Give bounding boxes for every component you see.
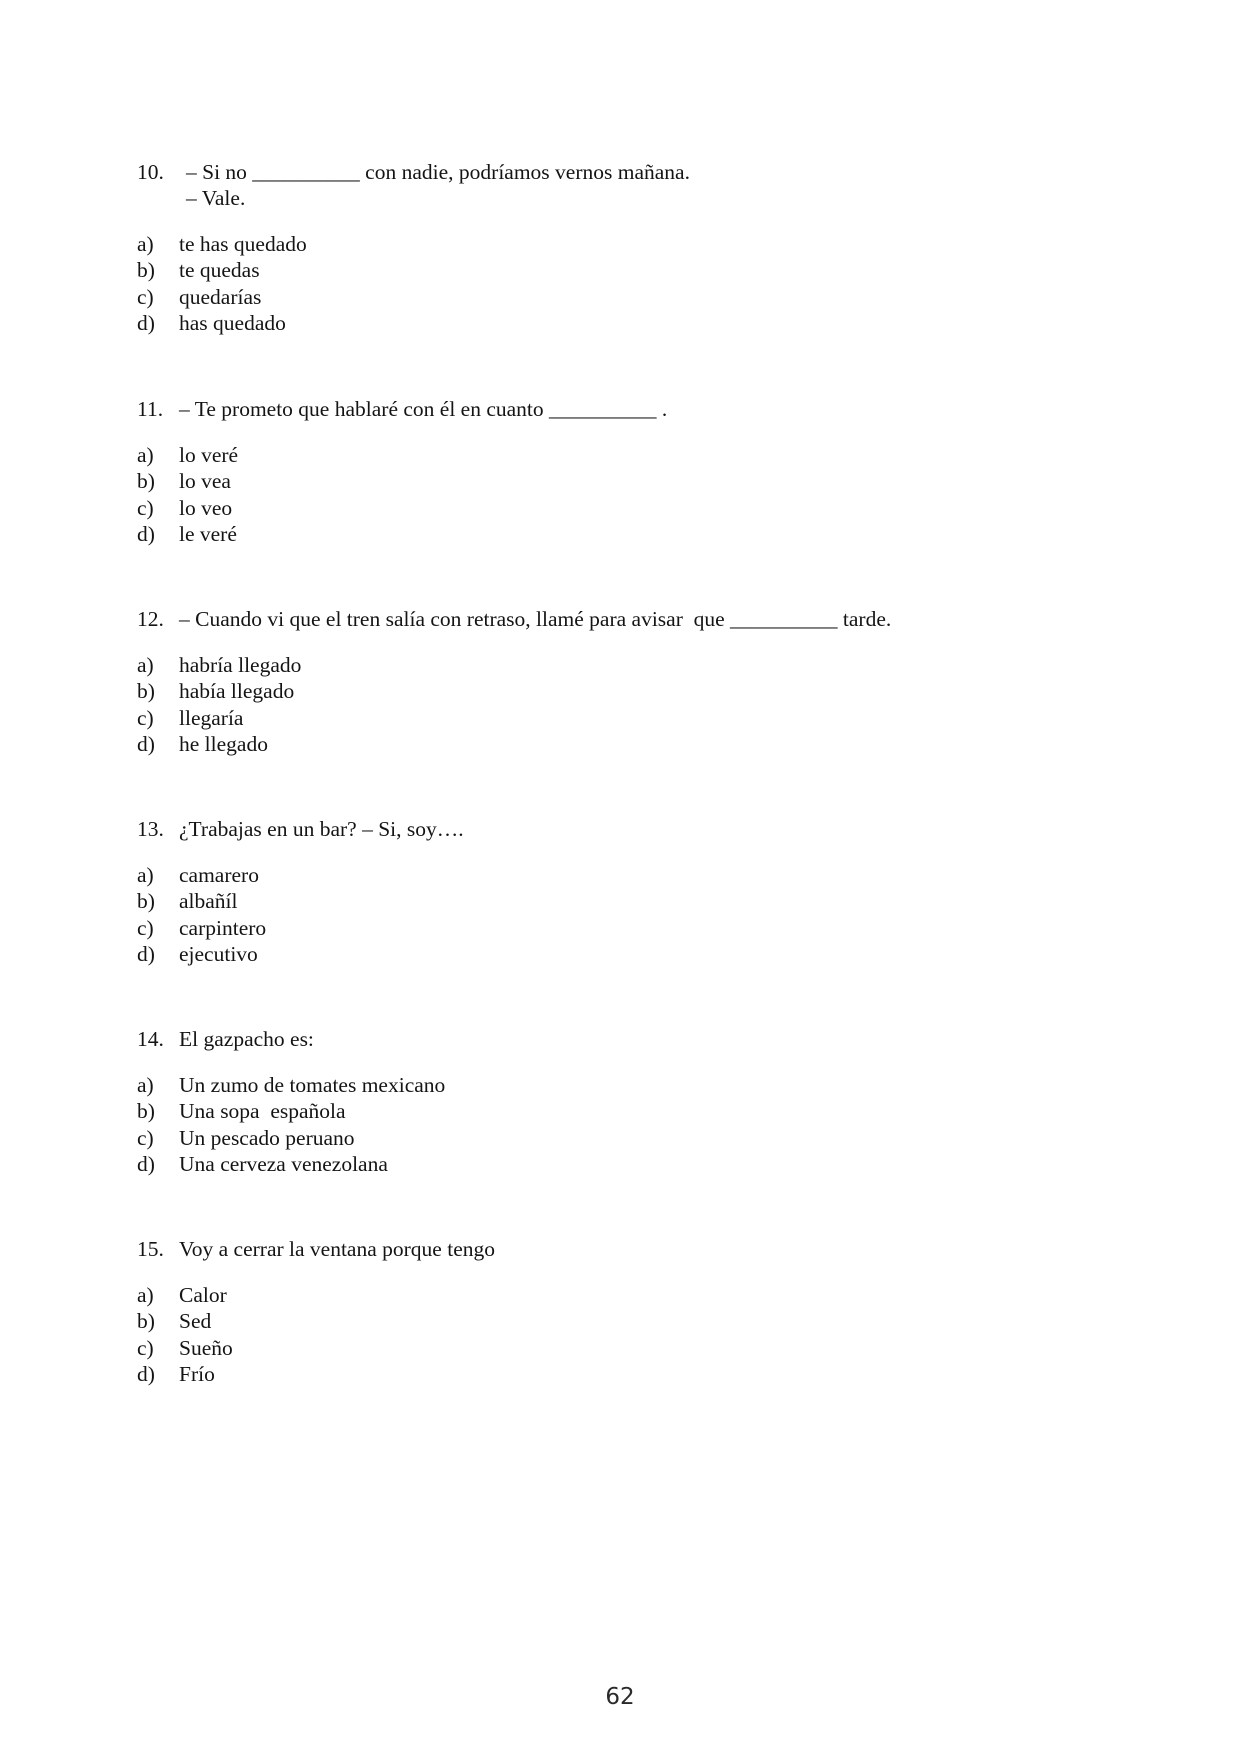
answer-options xyxy=(137,862,1137,968)
question-number: 10. xyxy=(137,160,164,184)
option-b xyxy=(137,1098,1137,1124)
option-letter: d) xyxy=(137,1152,155,1177)
option-letter: c) xyxy=(137,1125,154,1150)
question-number: 13. xyxy=(137,817,164,841)
option-text: Un pescado peruano xyxy=(179,1125,355,1150)
option-letter: d) xyxy=(137,1362,155,1387)
option-b xyxy=(137,468,1137,494)
option-letter: b) xyxy=(137,1309,155,1334)
option-b xyxy=(137,888,1137,914)
option-letter: b) xyxy=(137,889,155,914)
question-number: 12. xyxy=(137,607,164,631)
option-a xyxy=(137,862,1137,888)
option-b xyxy=(137,1308,1137,1334)
answer-options xyxy=(137,1282,1137,1388)
option-letter: b) xyxy=(137,258,155,283)
option-letter: d) xyxy=(137,942,155,967)
option-letter: c) xyxy=(137,495,154,520)
option-c xyxy=(137,495,1137,521)
option-d xyxy=(137,1361,1137,1387)
question-stem xyxy=(137,159,1137,185)
option-text: había llegado xyxy=(179,679,295,704)
answer-options xyxy=(137,231,1137,337)
option-letter: c) xyxy=(137,1335,154,1360)
question-stem xyxy=(137,606,1137,632)
option-text: he llegado xyxy=(179,732,268,757)
answer-options xyxy=(137,442,1137,548)
option-letter: c) xyxy=(137,284,154,309)
option-d xyxy=(137,731,1137,757)
question-text: – Si no __________ con nadie, podríamos vernos mañana. xyxy=(186,160,690,184)
question-number: 15. xyxy=(137,1237,164,1261)
question-stem-continuation xyxy=(137,185,1137,211)
option-text: te has quedado xyxy=(179,232,307,256)
option-text: Calor xyxy=(179,1283,227,1307)
option-b xyxy=(137,678,1137,704)
question-15 xyxy=(137,1236,1137,1388)
option-letter: b) xyxy=(137,1099,155,1124)
option-letter: a) xyxy=(137,443,154,467)
option-text: lo veré xyxy=(179,443,239,467)
question-text: – Te prometo que hablaré con él en cuanto __________ . xyxy=(179,397,668,421)
option-a xyxy=(137,1282,1137,1308)
option-letter: c) xyxy=(137,705,154,730)
question-text: – Cuando vi que el tren salía con retraso, llamé para avisar que __________ tarde. xyxy=(179,607,892,631)
option-text: carpintero xyxy=(179,915,267,940)
option-d xyxy=(137,1151,1137,1177)
question-text: El gazpacho es: xyxy=(179,1027,314,1051)
question-10 xyxy=(137,159,1137,337)
option-text: le veré xyxy=(179,522,237,547)
option-a xyxy=(137,652,1137,678)
option-text: ejecutivo xyxy=(179,942,258,967)
option-text: has quedado xyxy=(179,311,286,336)
option-c xyxy=(137,1125,1137,1151)
question-stem xyxy=(137,816,1137,842)
option-text: Sed xyxy=(179,1309,212,1334)
option-letter: a) xyxy=(137,863,154,887)
question-stem xyxy=(137,1236,1137,1262)
option-text: Un zumo de tomates mexicano xyxy=(179,1073,446,1097)
question-text: ¿Trabajas en un bar? – Si, soy…. xyxy=(179,817,464,841)
option-text: albañíl xyxy=(179,889,238,914)
option-letter: d) xyxy=(137,522,155,547)
answer-options xyxy=(137,1072,1137,1178)
option-text: lo vea xyxy=(179,469,231,494)
question-text: – Vale. xyxy=(186,186,246,210)
option-letter: a) xyxy=(137,1283,154,1307)
option-a xyxy=(137,442,1137,468)
question-stem xyxy=(137,396,1137,422)
question-number: 11. xyxy=(137,397,164,421)
option-c xyxy=(137,284,1137,310)
option-text: Una sopa española xyxy=(179,1099,346,1124)
option-letter: d) xyxy=(137,732,155,757)
option-text: te quedas xyxy=(179,258,260,283)
option-a xyxy=(137,231,1137,257)
question-number: 14. xyxy=(137,1027,164,1051)
option-text: llegaría xyxy=(179,705,244,730)
option-letter: d) xyxy=(137,311,155,336)
answer-options xyxy=(137,652,1137,758)
option-c xyxy=(137,705,1137,731)
option-letter: a) xyxy=(137,232,154,256)
option-c xyxy=(137,915,1137,941)
option-text: quedarías xyxy=(179,284,262,309)
option-d xyxy=(137,310,1137,336)
question-13 xyxy=(137,816,1137,968)
option-letter: b) xyxy=(137,469,155,494)
question-11 xyxy=(137,396,1137,548)
option-letter: a) xyxy=(137,653,154,677)
option-text: Una cerveza venezolana xyxy=(179,1152,388,1177)
option-a xyxy=(137,1072,1137,1098)
option-letter: a) xyxy=(137,1073,154,1097)
question-text: Voy a cerrar la ventana porque tengo xyxy=(179,1237,495,1261)
question-14 xyxy=(137,1026,1137,1178)
option-d xyxy=(137,941,1137,967)
page-number: 62 xyxy=(605,1684,635,1710)
option-letter: b) xyxy=(137,679,155,704)
option-letter: c) xyxy=(137,915,154,940)
option-b xyxy=(137,257,1137,283)
option-text: lo veo xyxy=(179,495,233,520)
option-text: Sueño xyxy=(179,1335,233,1360)
question-stem xyxy=(137,1026,1137,1052)
option-text: habría llegado xyxy=(179,653,302,677)
option-c xyxy=(137,1335,1137,1361)
option-text: Frío xyxy=(179,1362,215,1387)
question-12 xyxy=(137,606,1137,758)
option-text: camarero xyxy=(179,863,259,887)
option-d xyxy=(137,521,1137,547)
